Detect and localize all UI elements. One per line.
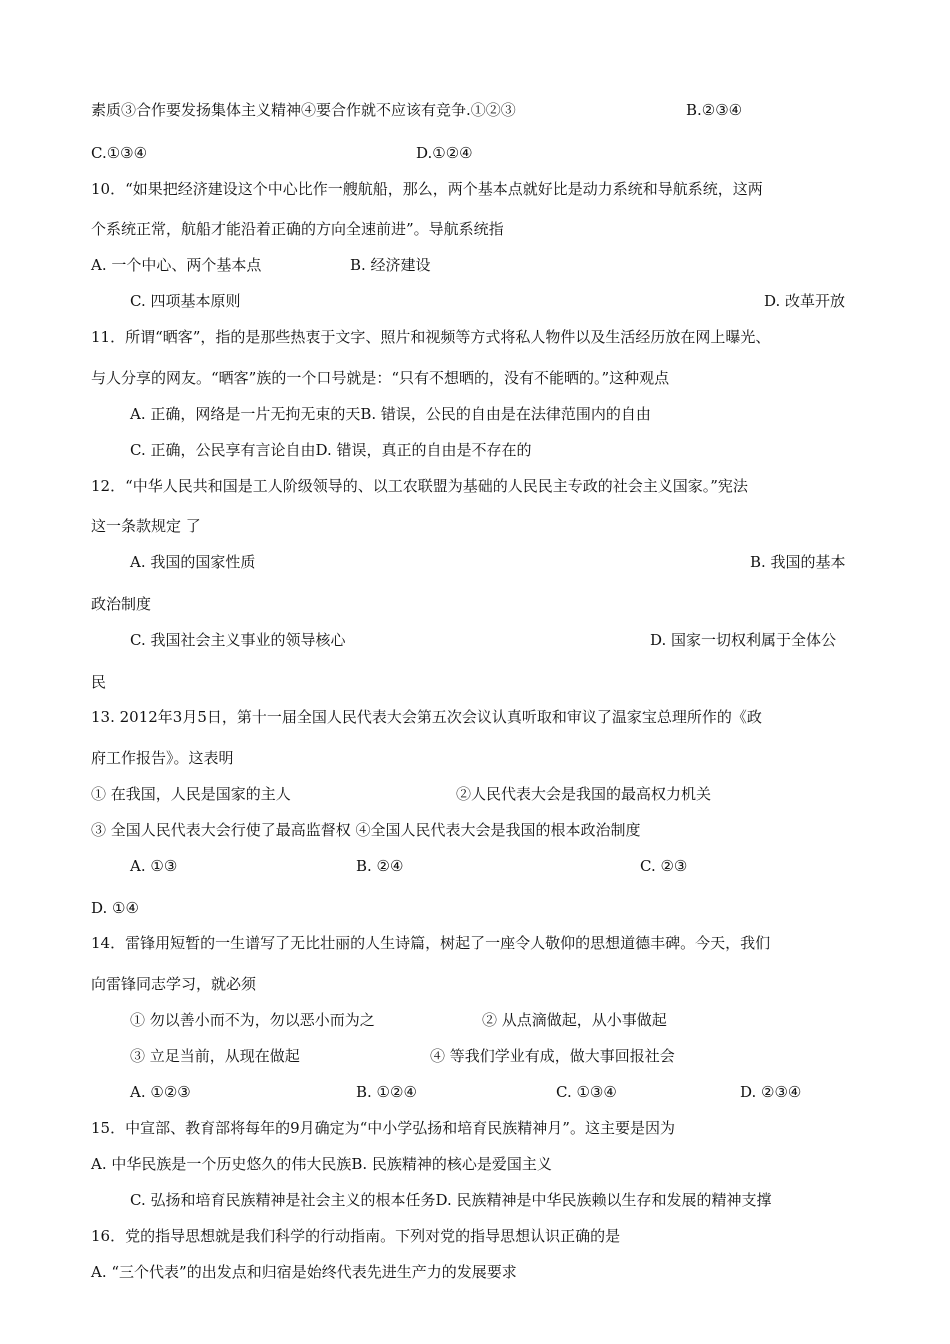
- option-a: A. 我国的国家性质: [130, 553, 256, 571]
- options-cd: C. 正确，公民享有言论自由D. 错误，真正的自由是不存在的: [130, 441, 532, 459]
- text-line: 个系统正常，航船才能沿着正确的方向全速前进”。导航系统指: [91, 220, 504, 238]
- text-line: 向雷锋同志学习，就必须: [91, 975, 257, 993]
- options-ab: A. 中华民族是一个历史悠久的伟大民族B. 民族精神的核心是爱国主义: [91, 1155, 552, 1173]
- option-c: C. 我国社会主义事业的领导核心: [130, 631, 346, 649]
- question-15: 15．中宣部、教育部将每年的9月确定为“中小学弘扬和培育民族精神月”。这主要是因为: [91, 1119, 675, 1137]
- options-cd: C. 弘扬和培育民族精神是社会主义的根本任务D. 民族精神是中华民族赖以生存和发展的精神支撑: [130, 1191, 772, 1209]
- text-line: 民: [91, 673, 107, 691]
- option-a: A. 一个中心、两个基本点: [91, 256, 262, 274]
- question-10: 10．“如果把经济建设这个中心比作一艘航船，那么，两个基本点就好比是动力系统和导航系统，这两: [91, 180, 763, 198]
- statement-3: ③ 立足当前，从现在做起: [130, 1047, 300, 1065]
- question-11: 11．所谓“晒客”，指的是那些热衷于文字、照片和视频等方式将私人物件以及生活经历放在网上曝光、: [91, 328, 771, 346]
- statements-3-4: ③ 全国人民代表大会行使了最高监督权 ④全国人民代表大会是我国的根本政治制度: [91, 821, 641, 839]
- text-line: 与人分享的网友。“晒客”族的一个口号就是：“只有不想晒的，没有不能晒的。”这种观点: [91, 369, 670, 387]
- question-16: 16．党的指导思想就是我们科学的行动指南。下列对党的指导思想认识正确的是: [91, 1227, 621, 1245]
- option-d: D. 改革开放: [764, 292, 846, 310]
- statement-1: ① 在我国，人民是国家的主人: [91, 785, 291, 803]
- option-b: B. 经济建设: [350, 256, 431, 274]
- option-d: D. ②③④: [740, 1083, 802, 1101]
- text-line: 府工作报告》。这表明: [91, 749, 234, 767]
- statement-2: ②人民代表大会是我国的最高权力机关: [456, 785, 712, 803]
- option-c: C.①③④: [91, 144, 148, 162]
- statement-2: ② 从点滴做起，从小事做起: [482, 1011, 667, 1029]
- text-line: 这一条款规定 了: [91, 517, 201, 535]
- options-ab: A. 正确，网络是一片无拘无束的天B. 错误，公民的自由是在法律范围内的自由: [130, 405, 651, 423]
- question-12: 12．“中华人民共和国是工人阶级领导的、以工农联盟为基础的人民民主专政的社会主义国家。”宪法: [91, 477, 748, 495]
- statement-1: ① 勿以善小而不为，勿以恶小而为之: [130, 1011, 375, 1029]
- option-d: D. ①④: [91, 899, 139, 917]
- option-c: C. ②③: [640, 857, 688, 875]
- option-a: A. “三个代表”的出发点和归宿是始终代表先进生产力的发展要求: [91, 1263, 517, 1281]
- question-13: 13. 2012年3月5日，第十一届全国人民代表大会第五次会议认真听取和审议了温家宝总理所作的《政: [91, 708, 762, 726]
- option-d: D. 国家一切权利属于全体公: [650, 631, 837, 649]
- text-line: 素质③合作要发扬集体主义精神④要合作就不应该有竞争.①②③: [91, 101, 516, 119]
- option-a: A. ①③: [130, 857, 178, 875]
- option-b: B.②③④: [686, 101, 743, 119]
- option-b: B. ②④: [356, 857, 404, 875]
- statement-4: ④ 等我们学业有成，做大事回报社会: [430, 1047, 675, 1065]
- option-d: D.①②④: [416, 144, 473, 162]
- question-14: 14．雷锋用短暂的一生谱写了无比壮丽的人生诗篇，树起了一座令人敬仰的思想道德丰碑。今天，我们: [91, 934, 771, 952]
- option-c: C. 四项基本原则: [130, 292, 241, 310]
- option-c: C. ①③④: [556, 1083, 617, 1101]
- text-line: 政治制度: [91, 595, 152, 613]
- option-b: B. ①②④: [356, 1083, 417, 1101]
- option-a: A. ①②③: [130, 1083, 191, 1101]
- option-b: B. 我国的基本: [750, 553, 846, 571]
